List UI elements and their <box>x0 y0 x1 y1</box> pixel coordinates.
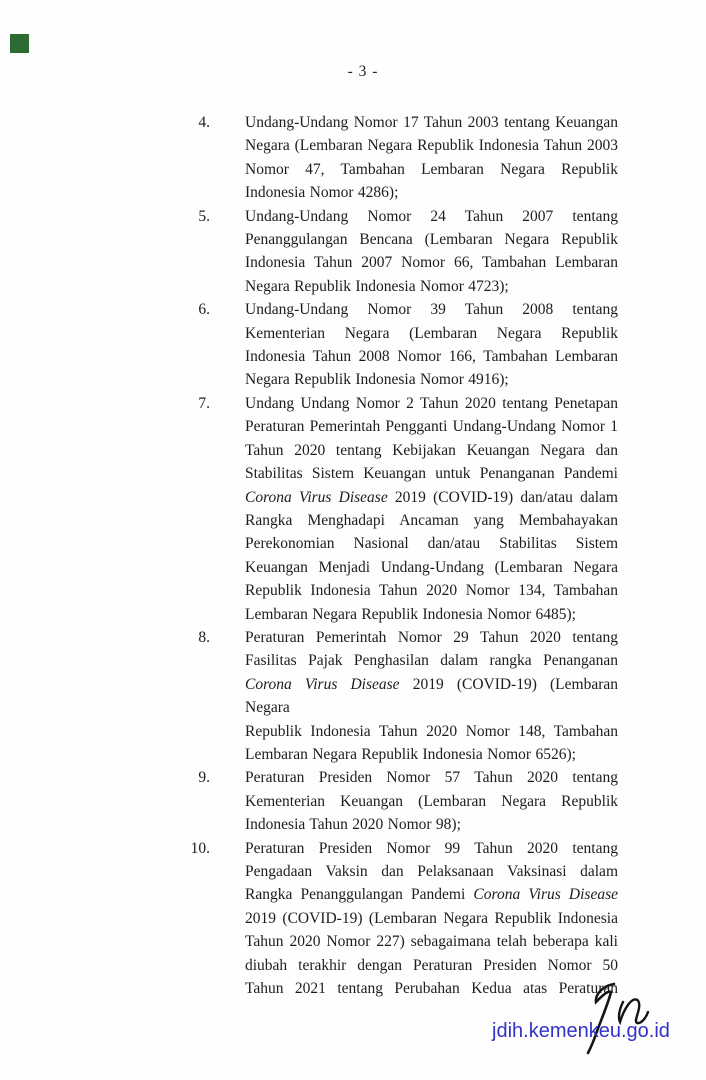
list-item <box>185 205 618 299</box>
list-item-line: Indonesia Tahun 2007 Nomor 66, Tambahan Lembaran <box>245 254 618 272</box>
list-item-number: 8. <box>198 628 210 646</box>
list-item-line: Stabilitas Sistem Keuangan untuk Penanganan Pandemi <box>245 465 618 483</box>
list-item-line: Fasilitas Pajak Penghasilan dalam rangka Penanganan <box>245 652 618 670</box>
list-item <box>185 626 618 766</box>
list-item-line: Corona Virus Disease 2019 (COVID-19) (Lembaran Negara <box>245 675 618 717</box>
list-item <box>185 111 618 205</box>
list-item <box>185 392 618 626</box>
list-item-body <box>245 392 618 626</box>
list-item-number: 7. <box>198 394 210 412</box>
list-item-line: Nomor 47, Tambahan Lembaran Negara Republik <box>245 160 618 178</box>
list-item-line: Rangka Menghadapi Ancaman yang Membahayakan <box>245 511 618 529</box>
list-item-line: Kementerian Negara (Lembaran Negara Republik <box>245 324 618 342</box>
list-item-line: Lembaran Negara Republik Indonesia Nomor 6526); <box>245 745 576 763</box>
list-item-line: 2019 (COVID-19) (Lembaran Negara Republik Indonesia <box>245 909 618 927</box>
list-item-line: Penanggulangan Bencana (Lembaran Negara Republik <box>245 231 618 249</box>
list-item-line: Undang-Undang Nomor 39 Tahun 2008 tentang <box>245 301 618 319</box>
list-item-line: Undang-Undang Nomor 17 Tahun 2003 tentang Keuangan <box>245 114 618 131</box>
list-item-line: Peraturan Presiden Nomor 99 Tahun 2020 tentang <box>245 839 618 857</box>
list-item-line: Negara Republik Indonesia Nomor 4916); <box>245 371 509 389</box>
list-item-line: Republik Indonesia Tahun 2020 Nomor 134, Tambahan <box>245 582 618 600</box>
list-item-line: Negara (Lembaran Negara Republik Indonesia Tahun 2003 <box>245 137 618 155</box>
list-item-line: Pengadaan Vaksin dan Pelaksanaan Vaksinasi dalam <box>245 863 618 880</box>
list-item-body <box>245 626 618 766</box>
list-item-number: 6. <box>198 301 210 319</box>
list-item-body <box>245 298 618 392</box>
list-item-line: Keuangan Menjadi Undang-Undang (Lembaran Negara <box>245 558 618 576</box>
list-item-line: Rangka Penanggulangan Pandemi Corona Virus Disease <box>245 886 618 904</box>
green-marker <box>10 34 29 53</box>
page-number: - 3 - <box>347 63 379 80</box>
list-item-number: 5. <box>198 207 210 225</box>
list-item-line: Indonesia Tahun 2020 Nomor 98); <box>245 816 461 834</box>
list-item-line: Republik Indonesia Tahun 2020 Nomor 148, Tambahan <box>245 722 618 740</box>
list-item-line: Negara Republik Indonesia Nomor 4723); <box>245 277 509 295</box>
list-item-line: Corona Virus Disease 2019 (COVID-19) dan/atau dalam <box>245 488 618 506</box>
list-item-line: Peraturan Pemerintah Pengganti Undang-Undang Nomor 1 <box>245 418 618 436</box>
list-item <box>185 298 618 392</box>
list-item-line: Indonesia Nomor 4286); <box>245 184 399 202</box>
list-item-line: Tahun 2020 Nomor 227) sebagaimana telah beberapa kali <box>245 933 618 951</box>
list-item-number: 9. <box>198 769 210 787</box>
list-item-body <box>245 111 618 205</box>
list-item-line: Undang-Undang Nomor 24 Tahun 2007 tentang <box>245 207 618 225</box>
list-item-line: Peraturan Presiden Nomor 57 Tahun 2020 tentang <box>245 769 618 787</box>
list-item-line: Perekonomian Nasional dan/atau Stabilitas Sistem <box>245 535 618 553</box>
watermark-link: jdih.kemenkeu.go.id <box>492 1020 670 1042</box>
list-item <box>185 766 618 836</box>
list-item-line: Tahun 2020 tentang Kebijakan Keuangan Negara dan <box>245 441 618 459</box>
list-item-number: 10. <box>190 839 210 857</box>
list-item-line: diubah terakhir dengan Peraturan Presiden Nomor 50 <box>245 956 618 974</box>
list-item-line: Kementerian Keuangan (Lembaran Negara Republik <box>245 792 618 810</box>
list-item-number: 4. <box>198 114 210 131</box>
list-item-line: Lembaran Negara Republik Indonesia Nomor 6485); <box>245 605 576 623</box>
list-item-line: Peraturan Pemerintah Nomor 29 Tahun 2020 tentang <box>245 628 618 646</box>
list-item-line: Indonesia Tahun 2008 Nomor 166, Tambahan Lembaran <box>245 348 618 366</box>
list-item-body <box>245 766 618 836</box>
list-item-body <box>245 205 618 299</box>
list-item-line: Undang Undang Nomor 2 Tahun 2020 tentang Penetapan <box>245 394 618 412</box>
list-item-line: Tahun 2021 tentang Perubahan Kedua atas Peraturan <box>245 980 618 998</box>
legal-considerations-list <box>185 111 618 1000</box>
